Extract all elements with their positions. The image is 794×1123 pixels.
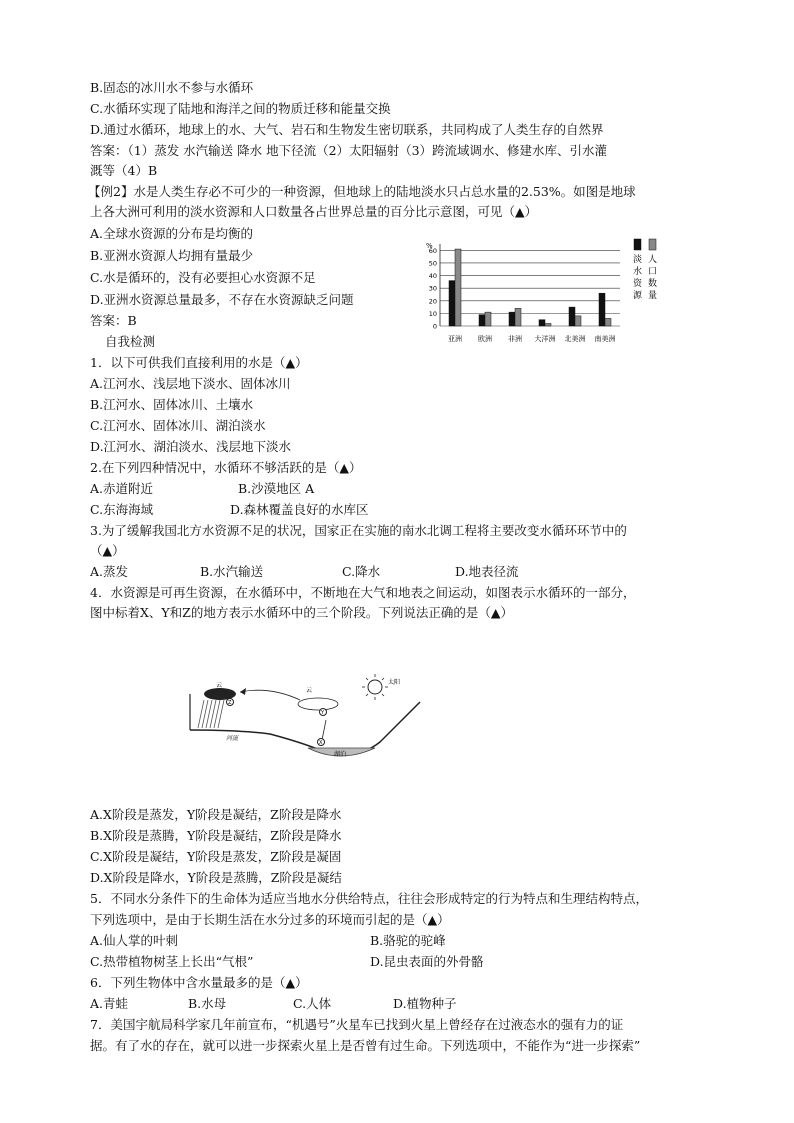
answer-line-2: 溉等（4）B [90, 163, 158, 178]
q2-option-a: A.赤道附近 [90, 481, 154, 496]
chart-category-label: 南美洲 [594, 335, 616, 343]
q6-option-c: C.人体 [293, 996, 332, 1011]
legend-char: 量 [647, 291, 658, 301]
chart-category-label: 亚洲 [448, 335, 462, 343]
q5-option-c: C.热带植物树茎上长出“气根” [90, 954, 254, 969]
q3-stem: 3.为了缓解我国北方水资源不足的状况，国家正在实施的南水北调工程将主要改变水循环环节中的 [90, 523, 627, 538]
river-label: 河流 [226, 735, 239, 742]
chart-bar-water [479, 315, 485, 326]
q3-option-c: C.降水 [342, 564, 381, 579]
self-check-heading: 自我检测 [105, 334, 156, 349]
example-2-answer: 答案：B [90, 313, 137, 328]
example-2-option-b: B.亚洲水资源人均拥有量最少 [90, 248, 254, 263]
q6-option-d: D.植物种子 [393, 996, 457, 1011]
rain-lines [198, 700, 224, 728]
chart-bar-water [449, 281, 455, 326]
legend-char: 源 [632, 291, 643, 301]
sun-label: 太阳 [388, 679, 401, 686]
example-2-question: 【例2】水是人类生存必不可少的一种资源，但地球上的陆地淡水只占总水量的2.53%。如图是地球 [88, 184, 636, 199]
example-2-question-cont: 上各大洲可利用的淡水资源和人口数量各占世界总量的百分比示意图，可见（▲） [90, 204, 538, 219]
z-label: Z [228, 700, 232, 706]
chart-y-tick: 10 [428, 309, 437, 318]
legend-char: 水 [632, 267, 643, 277]
q6-option-b: B.水母 [188, 996, 227, 1011]
q3-option-d: D.地表径流 [455, 564, 519, 579]
ground-profile [190, 702, 420, 755]
chart-category-label: 北美洲 [564, 335, 586, 343]
q2-stem: 2.在下列四种情况中，水循环不够活跃的是（▲） [90, 460, 362, 475]
q2-option-d: D.森林覆盖良好的水库区 [230, 502, 369, 517]
chart-category-label: 欧洲 [478, 335, 492, 343]
chart-bar-water [539, 320, 545, 326]
water-population-bar-chart [420, 236, 670, 352]
chart-legend [633, 239, 657, 301]
q3-option-b: B.水汽输送 [200, 564, 264, 579]
q1-stem: 1．以下可供我们直接利用的水是（▲） [90, 355, 308, 370]
q6-stem: 6．下列生物体中含水量最多的是（▲） [90, 975, 308, 990]
chart-bar-population [485, 312, 491, 326]
q2-option-c: C.东海海域 [90, 502, 154, 517]
option-b-glacier: B.固态的冰川水不参与水循环 [90, 80, 254, 95]
option-c-material-transfer: C.水循环实现了陆地和海洋之间的物质迁移和能量交换 [90, 101, 391, 116]
chart-y-tick: 20 [428, 297, 437, 306]
q7-stem-cont: 据。有了水的存在，就可以进一步探索火星上是否曾有过生命。下列选项中，不能作为“进一步探索” [90, 1038, 641, 1053]
water-cycle-diagram [180, 672, 430, 772]
chart-y-tick: 30 [428, 284, 437, 293]
q4-stem: 4．水资源是可再生资源，在水循环中，不断地在大气和地表之间运动，如图表示水循环的一部分， [90, 585, 636, 600]
q4-stem-cont: 图中标着X、Y和Z的地方表示水循环中的三个阶段。下列说法正确的是（▲） [90, 605, 513, 620]
chart-bars [449, 249, 611, 326]
chart-y-tick: 40 [428, 272, 437, 281]
chart-bar-population [575, 316, 581, 326]
q5-stem-cont: 下列选项中，是由于长期生活在水分过多的环境而引起的是（▲） [90, 912, 450, 927]
legend-char: 资 [632, 279, 643, 289]
chart-category-label: 大洋洲 [534, 335, 556, 343]
chart-category-label: 非洲 [508, 335, 522, 343]
chart-y-tick: 0 [432, 322, 437, 331]
q5-option-a: A.仙人掌的叶刺 [90, 933, 179, 948]
vapor-arrow-head [240, 688, 246, 695]
cloud-label-1: 云 [216, 682, 223, 689]
chart-y-tick: 50 [428, 259, 437, 268]
chart-ylabel: % [426, 242, 433, 250]
legend-char: 口 [647, 267, 658, 277]
white-cloud [298, 698, 338, 710]
x-label: X [319, 740, 323, 746]
chart-bar-population [545, 323, 551, 326]
chart-tick-labels [429, 247, 437, 331]
q5-stem: 5．不同水分条件下的生命体为适应当地水分供给特点，往往会形成特定的行为特点和生理结构特点， [90, 891, 648, 906]
evaporation-arrow [322, 720, 326, 740]
answer-line-1: 答案：（1）蒸发 水汽输送 降水 地下径流（2）太阳辐射（3）跨流域调水、修建水库、引水灌 [90, 143, 608, 158]
vapor-arrow [240, 690, 300, 700]
legend-char: 数 [647, 279, 658, 289]
q4-option-a: A.X阶段是蒸发，Y阶段是凝结，Z阶段是降水 [90, 807, 342, 822]
legend-char: 人 [647, 255, 658, 265]
chart-y-tick: 60 [428, 246, 437, 255]
legend-char: 淡 [632, 255, 643, 265]
lake-label: 湖泊 [334, 751, 347, 758]
q5-option-d: D.昆虫表面的外骨骼 [370, 954, 484, 969]
chart-bar-water [599, 293, 605, 326]
q1-option-c: C.江河水、固体冰川、湖泊淡水 [90, 418, 266, 433]
q1-option-b: B.江河水、固体冰川、土壤水 [90, 397, 254, 412]
cloud-label-2: 云 [306, 687, 313, 694]
q1-option-a: A.江河水、浅层地下淡水、固体冰川 [90, 376, 291, 391]
q4-option-b: B.X阶段是蒸腾，Y阶段是凝结，Z阶段是降水 [90, 828, 342, 843]
legend-swatch [649, 239, 656, 250]
chart-bar-water [509, 312, 515, 326]
example-2-option-c: C.水是循环的，没有必要担心水资源不足 [90, 270, 316, 285]
q7-stem: 7．美国宇航局科学家几年前宣布，“机遇号”火星车已找到火星上曾经存在过液态水的强有力的证 [90, 1017, 624, 1032]
sun-icon [362, 674, 388, 700]
q6-option-a: A.青蛙 [90, 996, 129, 1011]
chart-category-labels [448, 334, 616, 343]
legend-swatch [634, 239, 641, 250]
chart-bar-water [569, 307, 575, 326]
q4-option-d: D.X阶段是降水，Y阶段是蒸腾，Z阶段是凝结 [90, 870, 342, 885]
y-label: Y [321, 710, 325, 716]
q3-stem-cont: （▲） [90, 543, 125, 558]
example-2-option-a: A.全球水资源的分布是均衡的 [90, 226, 254, 241]
chart-bar-population [605, 318, 611, 326]
q2-option-b: B.沙漠地区 A [238, 481, 315, 496]
chart-bar-population [455, 249, 461, 326]
chart-gridlines [440, 244, 620, 326]
q5-option-b: B.骆驼的驼峰 [370, 933, 446, 948]
q4-option-c: C.X阶段是凝结，Y阶段是蒸发，Z阶段是凝固 [90, 849, 342, 864]
q1-option-d: D.江河水、湖泊淡水、浅层地下淡水 [90, 439, 292, 454]
q3-option-a: A.蒸发 [90, 564, 129, 579]
chart-bar-population [515, 308, 521, 326]
option-d-natural-world: D.通过水循环，地球上的水、大气、岩石和生物发生密切联系，共同构成了人类生存的自然界 [90, 122, 604, 137]
example-2-option-d: D.亚洲水资源总量最多，不存在水资源缺乏问题 [90, 292, 354, 307]
